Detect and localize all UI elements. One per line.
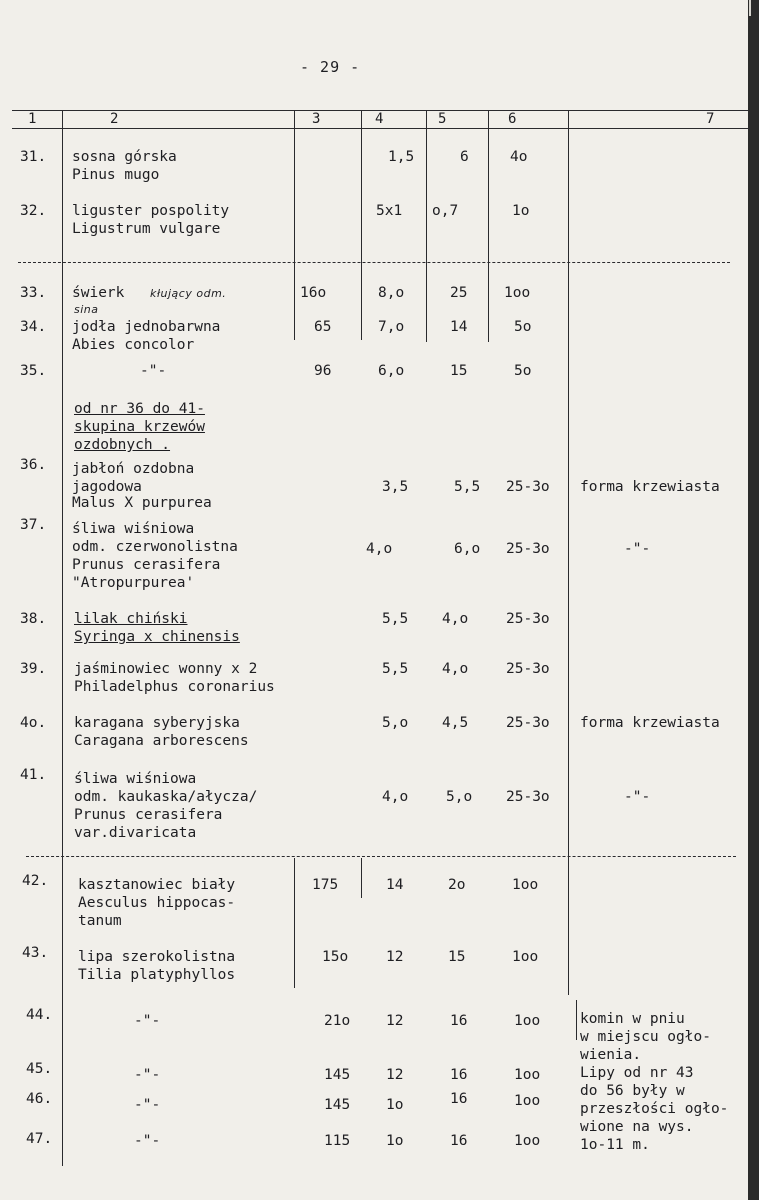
species-name: Prunus cerasifera: [72, 557, 221, 573]
species-name: Abies concolor: [72, 337, 195, 353]
species-name: -"-: [134, 1097, 161, 1113]
species-name: -"-: [134, 1013, 161, 1029]
species-name: Philadelphus coronarius: [74, 679, 275, 695]
species-name: lipa szerokolistna: [78, 949, 236, 965]
column-rule: [568, 110, 569, 995]
cell-col6: 25-3o: [506, 611, 550, 627]
species-name: tanum: [78, 913, 122, 929]
column-rule: [426, 110, 427, 342]
species-name: jabłoń ozdobna: [72, 461, 195, 477]
cell-col3: 145: [324, 1067, 351, 1083]
cell-col4: 5,5: [382, 661, 409, 677]
remark-line: przeszłości ogło-: [580, 1101, 729, 1117]
cell-col7: forma krzewiasta: [580, 715, 720, 731]
cell-col4: 5,5: [382, 611, 409, 627]
row-number: 33.: [20, 285, 47, 301]
column-header: 5: [438, 111, 447, 127]
column-header: 6: [508, 111, 517, 127]
cell-col5: 15: [448, 949, 466, 965]
cell-col5: 4,5: [442, 715, 469, 731]
cell-col6: 25-3o: [506, 479, 550, 495]
cell-col4: 12: [386, 949, 404, 965]
cell-col4: 1,5: [388, 149, 415, 165]
cell-col4: 12: [386, 1067, 404, 1083]
cell-col6: 1oo: [514, 1013, 541, 1029]
row-number: 37.: [20, 517, 47, 533]
species-name: Ligustrum vulgare: [72, 221, 221, 237]
species-name: jagodowa: [72, 479, 142, 495]
species-name: Caragana arborescens: [74, 733, 249, 749]
section-divider: [26, 856, 736, 857]
species-name: świerk: [72, 285, 125, 301]
species-name: "Atropurpurea': [72, 575, 195, 591]
cell-col5: o,7: [432, 203, 459, 219]
cell-col5: 2o: [448, 877, 466, 893]
column-rule: [294, 858, 295, 988]
species-name: jaśminowiec wonny x 2: [74, 661, 258, 677]
cell-col5: 4,o: [442, 661, 469, 677]
species-name: -"-: [134, 1067, 161, 1083]
remark-line: wione na wys.: [580, 1119, 694, 1135]
species-name: sosna górska: [72, 149, 177, 165]
column-header: 4: [375, 111, 384, 127]
species-name: Malus X purpurea: [72, 495, 212, 511]
row-number: 4o.: [20, 715, 47, 731]
row-number: 34.: [20, 319, 47, 335]
cell-col4: 14: [386, 877, 404, 893]
cell-col5: 5,5: [454, 479, 481, 495]
cell-col4: 8,o: [378, 285, 405, 301]
remark-line: w miejscu ogło-: [580, 1029, 711, 1045]
row-number: 47.: [26, 1131, 53, 1147]
species-name: Aesculus hippocas-: [78, 895, 236, 911]
section-divider: [18, 262, 730, 263]
cell-col4: 1o: [386, 1097, 404, 1113]
species-name: -"-: [140, 363, 167, 379]
species-name: jodła jednobarwna: [72, 319, 221, 335]
cell-col5: 16: [450, 1091, 468, 1107]
cell-col5: 6: [460, 149, 469, 165]
row-number: 45.: [26, 1061, 53, 1077]
species-name: Tilia platyphyllos: [78, 967, 236, 983]
row-number: 38.: [20, 611, 47, 627]
cell-col4: 4,o: [366, 541, 393, 557]
page-number: - 29 -: [300, 58, 361, 76]
cell-col3: 145: [324, 1097, 351, 1113]
cell-col5: 16: [450, 1067, 468, 1083]
cell-col3: 96: [314, 363, 332, 379]
species-name: liguster pospolity: [72, 203, 230, 219]
species-name: sina: [74, 303, 99, 316]
species-name: Pinus mugo: [72, 167, 160, 183]
handwritten-note: kłujący odm.: [150, 287, 227, 300]
column-header: 1: [28, 111, 37, 127]
group-heading: ozdobnych .: [74, 437, 171, 453]
group-heading: skupina krzewów: [74, 419, 205, 435]
cell-col5: 25: [450, 285, 468, 301]
remark-line: do 56 były w: [580, 1083, 685, 1099]
cell-col6: 25-3o: [506, 789, 550, 805]
row-number: 39.: [20, 661, 47, 677]
cell-col3: 15o: [322, 949, 349, 965]
cell-col7: -"-: [624, 541, 651, 557]
species-name: kasztanowiec biały: [78, 877, 236, 893]
remark-line: 1o-11 m.: [580, 1137, 650, 1153]
row-number: 44.: [26, 1007, 53, 1023]
cell-col6: 25-3o: [506, 541, 550, 557]
cell-col6: 25-3o: [506, 661, 550, 677]
cell-col4: 6,o: [378, 363, 405, 379]
cell-col5: 16: [450, 1133, 468, 1149]
scan-edge-mark: [749, 0, 751, 16]
cell-col6: 5o: [514, 363, 532, 379]
row-number: 42.: [22, 873, 49, 889]
cell-col6: 1oo: [512, 877, 539, 893]
species-name: odm. czerwonolistna: [72, 539, 238, 555]
species-name: lilak chiński: [74, 611, 188, 627]
row-number: 46.: [26, 1091, 53, 1107]
row-number: 32.: [20, 203, 47, 219]
cell-col7: -"-: [624, 789, 651, 805]
cell-col5: 6,o: [454, 541, 481, 557]
cell-col5: 14: [450, 319, 468, 335]
column-rule: [576, 1000, 577, 1040]
species-name: śliwa wiśniowa: [74, 771, 197, 787]
row-number: 35.: [20, 363, 47, 379]
cell-col5: 4,o: [442, 611, 469, 627]
group-heading: od nr 36 do 41-: [74, 401, 205, 417]
column-rule: [361, 858, 362, 898]
remark-line: wienia.: [580, 1047, 642, 1063]
cell-col6: 5o: [514, 319, 532, 335]
cell-col3: 65: [314, 319, 332, 335]
column-rule: [488, 110, 489, 342]
species-name: śliwa wiśniowa: [72, 521, 195, 537]
species-name: odm. kaukaska/ałycza/: [74, 789, 258, 805]
cell-col4: 12: [386, 1013, 404, 1029]
row-number: 43.: [22, 945, 49, 961]
column-rule: [294, 110, 295, 340]
column-rule: [361, 110, 362, 340]
row-number: 31.: [20, 149, 47, 165]
cell-col4: 3,5: [382, 479, 409, 495]
cell-col5: 15: [450, 363, 468, 379]
row-number: 41.: [20, 767, 47, 783]
cell-col5: 16: [450, 1013, 468, 1029]
cell-col3: 21o: [324, 1013, 351, 1029]
cell-col4: 1o: [386, 1133, 404, 1149]
cell-col6: 4o: [510, 149, 528, 165]
species-name: Syringa x chinensis: [74, 629, 240, 645]
cell-col4: 5x1: [376, 203, 403, 219]
cell-col4: 5,o: [382, 715, 409, 731]
cell-col7: forma krzewiasta: [580, 479, 720, 495]
cell-col6: 25-3o: [506, 715, 550, 731]
column-header: 7: [706, 111, 715, 127]
cell-col6: 1oo: [512, 949, 539, 965]
header-bottom-rule: [12, 128, 748, 129]
column-header: 2: [110, 111, 119, 127]
cell-col3: 16o: [300, 285, 327, 301]
cell-col6: 1o: [512, 203, 530, 219]
cell-col5: 5,o: [446, 789, 473, 805]
cell-col3: 115: [324, 1133, 351, 1149]
species-name: karagana syberyjska: [74, 715, 240, 731]
species-name: var.divaricata: [74, 825, 197, 841]
column-rule: [62, 110, 63, 1166]
cell-col4: 7,o: [378, 319, 405, 335]
row-number: 36.: [20, 457, 47, 473]
cell-col6: 1oo: [504, 285, 531, 301]
remark-line: komin w pniu: [580, 1011, 685, 1027]
scan-edge: [748, 0, 759, 1200]
species-name: -"-: [134, 1133, 161, 1149]
column-header: 3: [312, 111, 321, 127]
cell-col6: 1oo: [514, 1067, 541, 1083]
remark-line: Lipy od nr 43: [580, 1065, 694, 1081]
cell-col4: 4,o: [382, 789, 409, 805]
cell-col6: 1oo: [514, 1133, 541, 1149]
cell-col3: 175: [312, 877, 339, 893]
species-name: Prunus cerasifera: [74, 807, 223, 823]
cell-col6: 1oo: [514, 1093, 541, 1109]
